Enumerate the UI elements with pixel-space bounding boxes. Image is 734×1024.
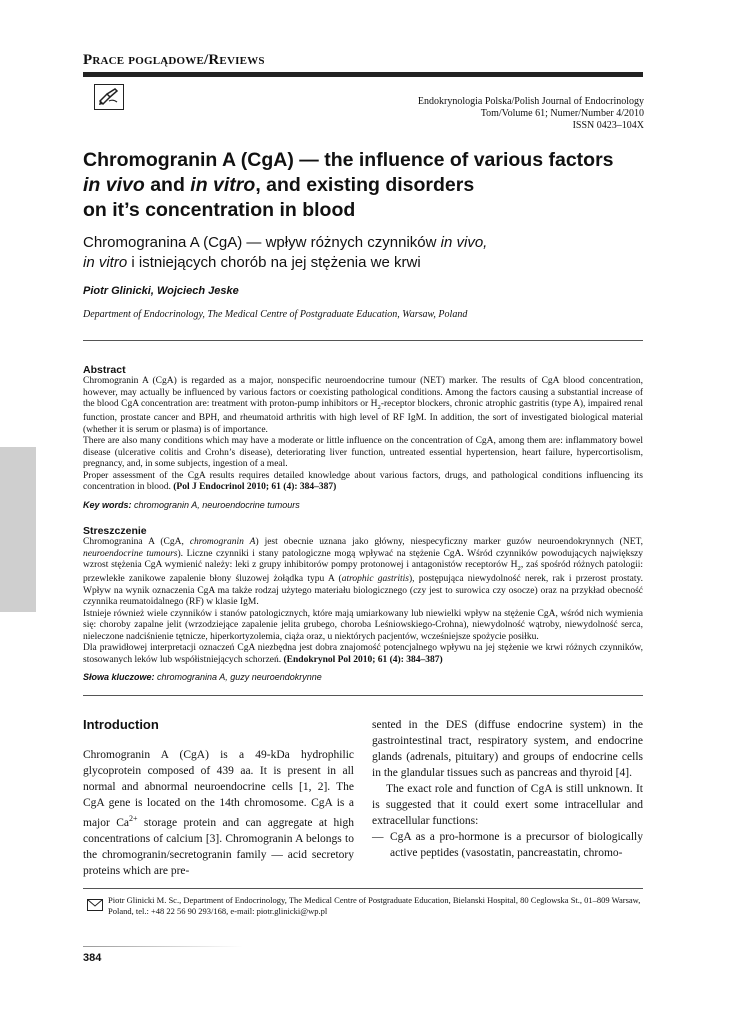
- intro-column-left: [83, 747, 354, 879]
- journal-volume: Tom/Volume 61; Numer/Number 4/2010: [480, 108, 644, 119]
- subtitle-line-2: in vitro i istniejących chorób na jej stężenia we krwi: [83, 254, 421, 271]
- page-number: 384: [83, 952, 102, 964]
- streszczenie-heading: Streszczenie: [83, 525, 147, 537]
- journal-info: [418, 96, 644, 132]
- abstract-paragraph: There are also many conditions which may have a moderate or little influence on the concentration of CgA, among them are: inflammatory bowel disease (ulcerative colitis and Crohn’s disease), deteriorating liver function, untreated essential hypertension, heart failure, hypercortisolism, pregnancy, and, in some subjects, ingestion of a meal.: [83, 436, 643, 470]
- envelope-icon: [87, 898, 103, 910]
- section-heading: Prace poglądowe/Reviews: [83, 52, 265, 68]
- title-line-3: on it’s concentration in blood: [83, 199, 356, 221]
- title-line-1: Chromogranin A (CgA) — the influence of various factors: [83, 149, 614, 171]
- affiliation: Department of Endocrinology, The Medical Centre of Postgraduate Education, Warsaw, Poland: [83, 309, 468, 320]
- divider: [83, 888, 643, 889]
- intro-column-right: [372, 717, 643, 861]
- side-tab: [0, 447, 36, 612]
- abstract-paragraph: Proper assessment of the CgA results requires detailed knowledge about various factors, drugs, and pathological conditions influencing its concentration in blood. (Pol J Endocrinol 2010; 61 (4): 384–387): [83, 470, 643, 493]
- subtitle-line-1: Chromogranina A (CgA) — wpływ różnych czynników in vivo,: [83, 234, 488, 251]
- streszczenie-section: [83, 525, 643, 682]
- introduction-heading: Introduction: [83, 717, 159, 732]
- slowa-kluczowe: Słowa kluczowe: chromogranina A, guzy neuroendokrynne: [83, 672, 322, 683]
- intro-paragraph: Chromogranin A (CgA) is a 49-kDa hydrophilic glycoprotein composed of 439 aa. It is present in all normal and abnormal neuroendocrine cells [1, 2]. The CgA gene is located on the 14th chromosome. CgA is a major $Ca^{2+}$ storage protein and can aggregate at high concentrations of calcium [3]. Chromogranin A belongs to the chromogranin/secretogranin family — acid secretory proteins which are pre-: [83, 749, 354, 877]
- key-words: Key words: chromogranin A, neuroendocrine tumours: [83, 499, 300, 510]
- title-line-2: in vivo and in vitro, and existing disorders: [83, 174, 475, 196]
- abstract-section: [83, 364, 643, 510]
- abstract-text: [83, 376, 643, 494]
- article-subtitle: [83, 233, 643, 273]
- article-title: [83, 148, 643, 223]
- journal-name: Endokrynologia Polska/Polish Journal of Endocrinology: [417, 96, 644, 107]
- abstract-paragraph: Chromogranin A (CgA) is regarded as a major, nonspecific neuroendocrine tumour (NET) marker. The results of CgA blood concentration, however, may actually be influenced by various factors or coexisting pathological conditions. Among the factors causing a substantial increase of the blood CgA concentration are: treatment with proton-pump inhibitors or $H_2$-receptor blockers, chronic atrophic gastritis (type A), impaired renal function, prostate cancer and BPH, and rheumatoid arthritis with high level of RF IgM. In addition, the sort of investigated biological material (whether it is serum or plasma) is of importance.: [83, 376, 643, 435]
- intro-paragraph: sented in the DES (diffuse endocrine system) in the gastrointestinal tract, respiratory system, and endocrine glands (adrenals, pituitary) and groups of endocrine cells in the glandular tissues such as pancreas and thyroid [4].: [372, 719, 643, 779]
- divider: [83, 340, 643, 341]
- intro-paragraph: The exact role and function of CgA is still unknown. It is suggested that it could exert some intracellular and extracellular functions:: [372, 783, 643, 827]
- list-item: — CgA as a pro-hormone is a precursor of biologically active peptides (vasostatin, pancreastatin, chromo-: [372, 831, 643, 859]
- divider: [83, 695, 643, 696]
- authors: Piotr Glinicki, Wojciech Jeske: [83, 285, 239, 297]
- streszczenie-paragraph: Dla prawidłowej interpretacji oznaczeń CgA niezbędna jest dobra znajomość potencjalnego wpływu na jej stężenie we krwi różnych czynników, stosowanych leków lub współistniejących schorzeń. (Endokrynol Pol 2010; 61 (4): 384–387): [83, 643, 643, 665]
- header-rule: [83, 72, 643, 77]
- correspondence-address: Piotr Glinicki M. Sc., Department of Endocrinology, The Medical Centre of Postgraduate Education, Bielanski Hospital, 80 Ceglowska St., 01–809 Warsaw, Poland, tel.: +48 22 56 90 293/168, e-mail: piotr.glinicki@wp.pl: [108, 895, 641, 916]
- streszczenie-text: [83, 537, 643, 666]
- abstract-heading: Abstract: [83, 364, 126, 376]
- journal-issn: ISSN 0423–104X: [572, 120, 644, 131]
- streszczenie-paragraph: Chromogranina A (CgA, chromogranin A) jest obecnie uznana jako główny, niespecyficzny marker guzów neuroendokrynnych (NET, neuroendocrine tumours). Liczne czynniki i stany patologiczne mogą wpływać na stężenie CgA. Wśród czynników powodujących największy wzrost stężenia CgA wymienić należy: leki z grupy inhibitorów pompy protonowej i antagonistów receptorów $H_2$, zaś spośród różnych patologii: przewlekłe zanikowe zapalenie błony śluzowej żołądka typu A (atrophic gastritis), postępująca niewydolność nerek, rak i przerost prostaty. Wpływ na wynik oznaczenia CgA ma także rodzaj użytego materiału biologicznego (czy jest to surowica czy osocze) oraz na przykład obecność czynnika reumatoidalnego (RF) w klasie IgM.: [83, 537, 643, 608]
- page-rule: [83, 946, 243, 947]
- streszczenie-paragraph: Istnieje również wiele czynników i stanów patologicznych, które mają umiarkowany lub niewielki wpływ na stężenie CgA, wśród nich wymienia się: choroby zapalne jelit (wrzodziejące zapalenie jelita grubego, choroba Leśniowskiego-Crohna), niewydolność wątroby, niewydolność serca, nieleczone nadciśnienie tętnicze, hiperkortyzolemia, ciąża oraz, u niektórych pacjentów, wcześniejsze spożycie posiłku.: [83, 608, 643, 642]
- journal-logo-icon: [94, 84, 124, 110]
